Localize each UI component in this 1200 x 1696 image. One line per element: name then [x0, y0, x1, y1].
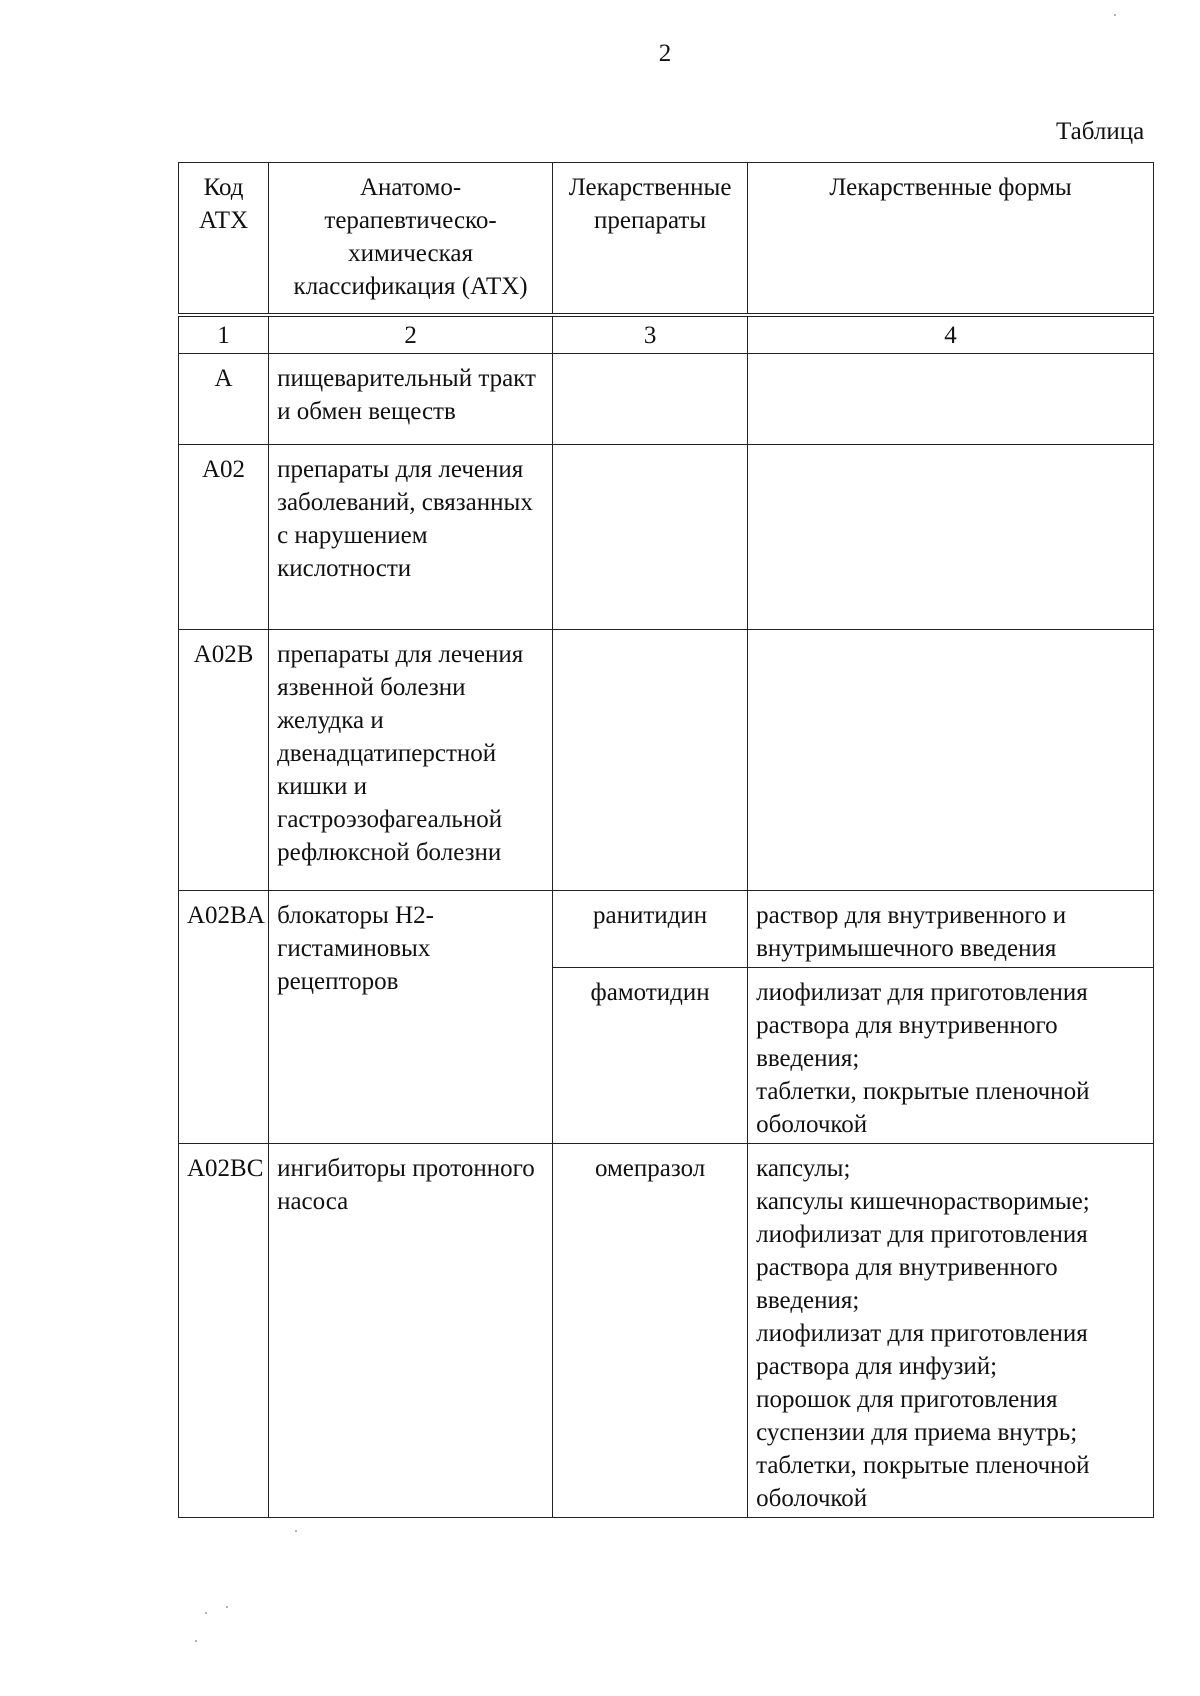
scan-speck	[295, 1530, 297, 1532]
scan-speck	[205, 1612, 207, 1614]
header-drugs: Лекарственные препараты	[553, 163, 748, 316]
atx-code: A02BC	[179, 1144, 269, 1518]
atx-code: A02BA	[179, 891, 269, 1144]
drug-form: порошок для приготовления суспензии для приема внутрь;	[756, 1386, 1078, 1446]
atx-table	[178, 162, 1154, 1518]
drug-form: лиофилизат для приготовления раствора для внутривенного введения;	[756, 1221, 1088, 1314]
atx-classification: ингибиторы протонного насоса	[269, 1144, 553, 1518]
table-row	[179, 891, 1154, 968]
drug-forms	[748, 968, 1154, 1144]
forms-cell-empty	[748, 354, 1154, 445]
column-number: 4	[748, 315, 1154, 354]
drug-forms	[748, 1144, 1154, 1518]
table-header-row	[179, 163, 1154, 316]
column-number: 1	[179, 315, 269, 354]
column-number-row	[179, 315, 1154, 354]
atx-classification: препараты для лечения язвенной болезни желудка и двенадцатиперстной кишки и гастроэзофагеальной рефлюксной болезни	[269, 630, 553, 891]
scan-speck	[1114, 14, 1116, 16]
scan-speck	[195, 1640, 197, 1642]
drug-name: омепразол	[553, 1144, 748, 1518]
drug-forms	[748, 891, 1154, 968]
atx-code: A02B	[179, 630, 269, 891]
header-classification: Анатомо-терапевтическо-химическая классификация (АТХ)	[269, 163, 553, 316]
atx-classification: препараты для лечения заболеваний, связанных с нарушением кислотности	[269, 445, 553, 630]
drug-form: лиофилизат для приготовления раствора для внутривенного введения;	[756, 979, 1088, 1072]
drug-cell-empty	[553, 354, 748, 445]
atx-classification: блокаторы H2-гистаминовых рецепторов	[269, 891, 553, 1144]
table-row	[179, 1144, 1154, 1518]
table-row	[179, 354, 1154, 445]
table-caption: Таблица	[1056, 118, 1145, 145]
forms-cell-empty	[748, 445, 1154, 630]
table-row	[179, 445, 1154, 630]
drug-form: раствор для внутривенного и внутримышечного введения	[756, 902, 1067, 962]
drug-cell-empty	[553, 445, 748, 630]
column-number: 3	[553, 315, 748, 354]
drug-name: фамотидин	[553, 968, 748, 1144]
atx-classification: пищеварительный тракт и обмен веществ	[269, 354, 553, 445]
column-number: 2	[269, 315, 553, 354]
forms-cell-empty	[748, 630, 1154, 891]
drug-form: капсулы;	[756, 1155, 851, 1182]
table-row	[179, 630, 1154, 891]
page-number: 2	[658, 40, 672, 67]
drug-cell-empty	[553, 630, 748, 891]
header-forms: Лекарственные формы	[748, 163, 1154, 316]
drug-form: капсулы кишечнорастворимые;	[756, 1188, 1090, 1215]
drug-form: таблетки, покрытые пленочной оболочкой	[756, 1452, 1090, 1512]
drug-form: лиофилизат для приготовления раствора для инфузий;	[756, 1320, 1088, 1380]
drug-form: таблетки, покрытые пленочной оболочкой	[756, 1078, 1090, 1138]
header-code: Код АТХ	[179, 163, 269, 316]
atx-code: A	[179, 354, 269, 445]
scan-speck	[226, 1606, 228, 1608]
atx-code: A02	[179, 445, 269, 630]
drug-name: ранитидин	[553, 891, 748, 968]
